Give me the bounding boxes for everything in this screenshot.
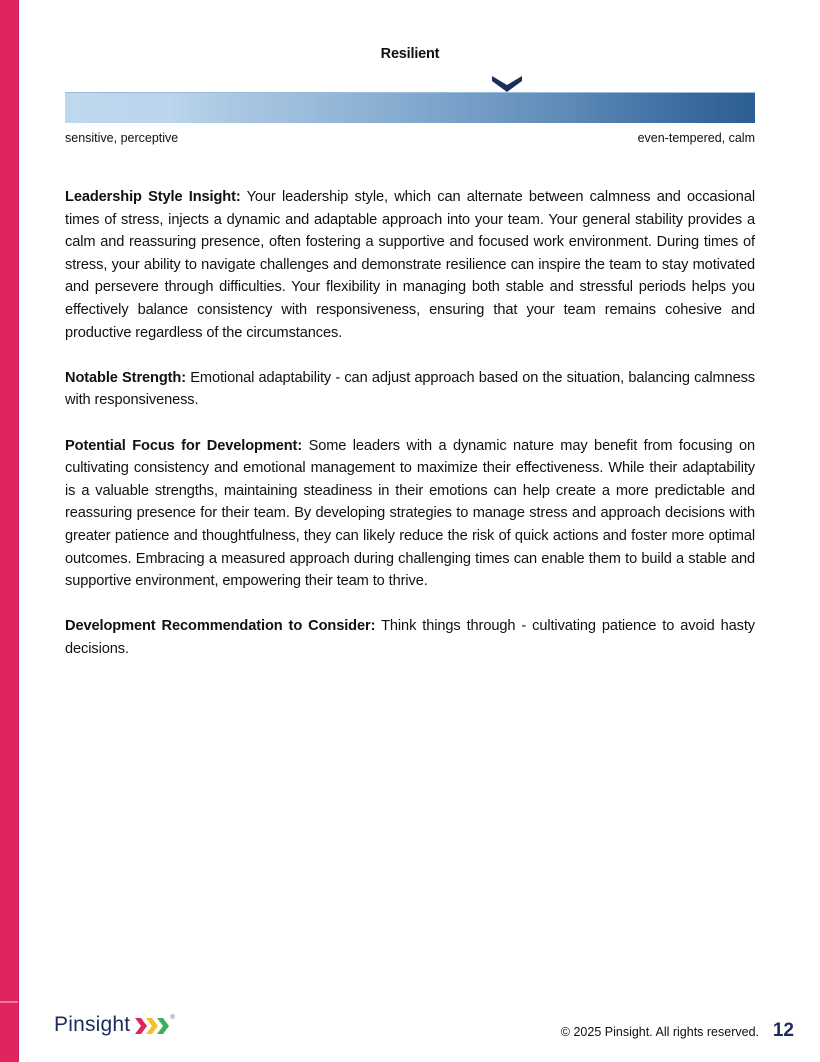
section-body: Emotional adaptability - can adjust approach based on the situation, balancing calmness with responsiveness. xyxy=(65,369,755,409)
section-leadership-style-insight xyxy=(65,186,755,344)
pinsight-logo xyxy=(54,1013,175,1037)
section-heading: Development Recommendation to Consider: xyxy=(65,618,376,635)
copyright-notice: © 2025 Pinsight. All rights reserved. xyxy=(560,1025,759,1039)
section-notable-strength xyxy=(65,367,755,412)
section-potential-focus xyxy=(65,435,755,593)
scale-left-label: sensitive, perceptive xyxy=(65,131,179,145)
trait-gradient-scale xyxy=(65,92,755,123)
section-heading: Notable Strength: xyxy=(65,369,187,386)
page-number: 12 xyxy=(772,1020,794,1041)
triple-chevron-logo-icon xyxy=(135,1018,169,1034)
section-body: Some leaders with a dynamic nature may benefit from focusing on cultivating consistency and emotional management to maximize their effectiveness. While their adaptability is a valuable strengths, maintaining steadiness in their emotions can help create a more predictable and reassuring presence for their team. By developing strategies to manage stress and approach decisions with greater patience and thoughtfulness, they can likely reduce the risk of quick actions and foster more optimal outcomes. Embracing a measured approach during challenging times can enable them to build a stable and supportive environment, empowering their team to thrive. xyxy=(65,437,755,590)
section-heading: Potential Focus for Development: xyxy=(65,437,303,454)
registered-mark: ® xyxy=(170,1015,175,1021)
scale-title-text: Resilient xyxy=(380,46,440,62)
section-body: Think things through - cultivating patience to avoid hasty decisions. xyxy=(65,618,755,657)
left-accent-bar xyxy=(0,0,19,1062)
section-development-recommendation xyxy=(65,615,755,660)
section-heading: Leadership Style Insight: xyxy=(65,189,241,205)
scale-right-label: even-tempered, calm xyxy=(637,131,755,145)
report-body xyxy=(65,186,755,683)
section-body: Your leadership style, which can alternate between calmness and occasional times of stress, injects a dynamic and adaptable approach into your team. Your general stability provides a calm and reassuring presence, often fostering a supportive and focused work environment. During times of stress, your ability to navigate challenges and demonstrate resilience can inspire the team to stay motivated and persevere through difficulties. Your flexibility in managing both stable and stressful periods helps you effectively balance consistency with responsiveness, ensuring that your team remains cohesive and productive regardless of the circumstances. xyxy=(65,189,755,341)
scale-title xyxy=(18,46,820,62)
accent-bar-divider xyxy=(0,1001,18,1003)
logo-wordmark: Pinsight xyxy=(54,1013,131,1036)
chevron-down-icon xyxy=(492,76,522,92)
